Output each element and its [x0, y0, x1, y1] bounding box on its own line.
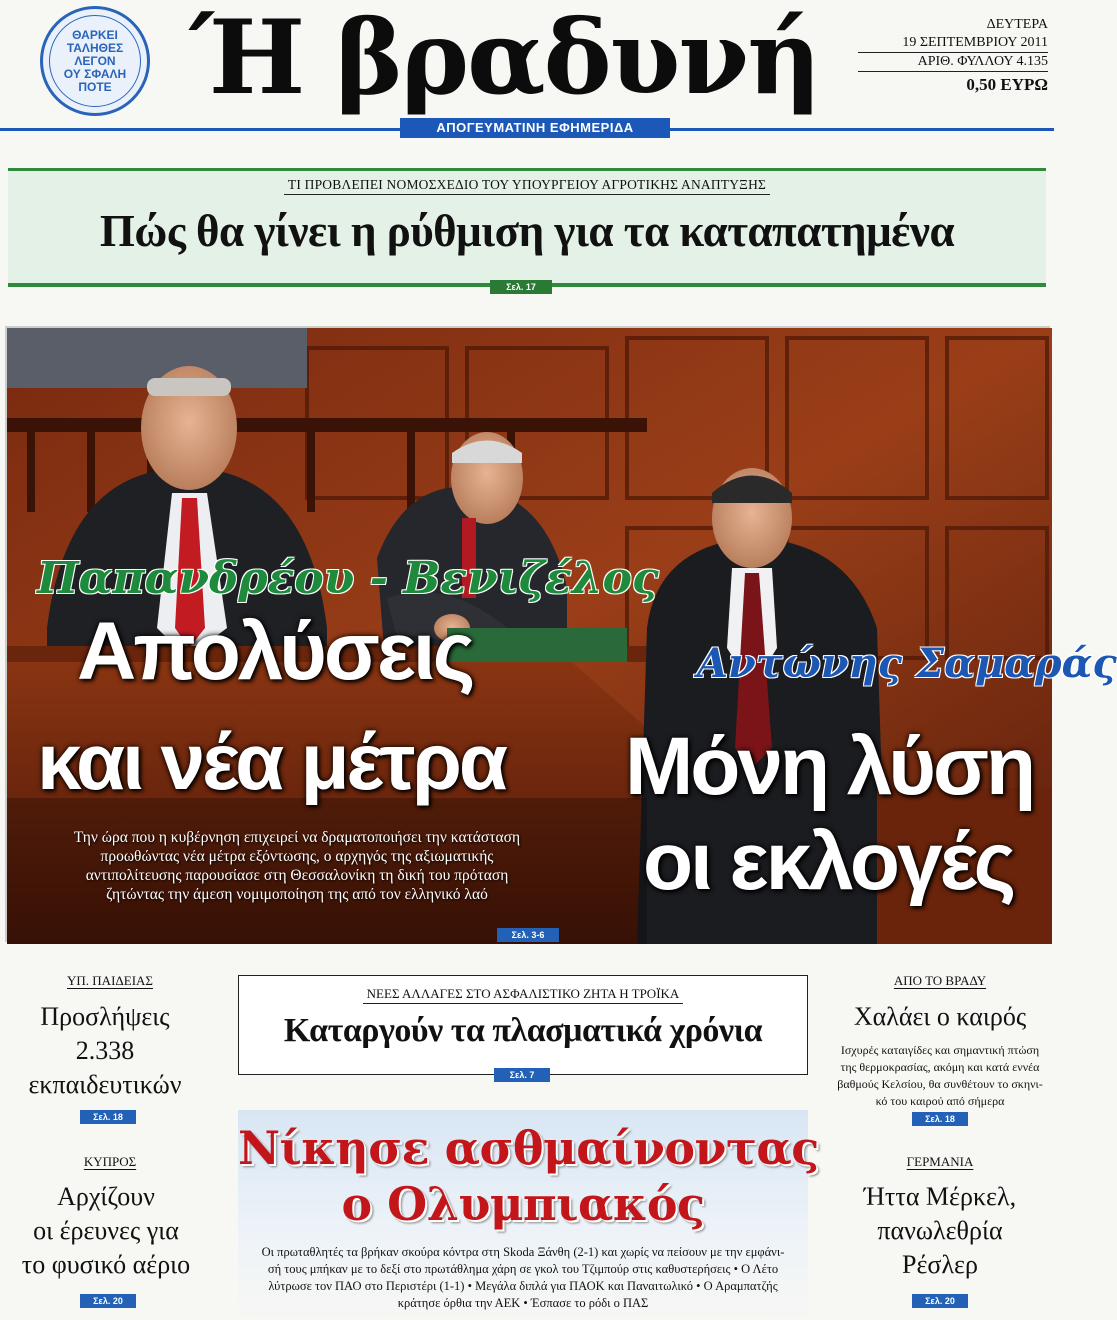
right-script-title: Αντώνης Σαμαράς [697, 640, 1117, 687]
pension-story-page-ref: Σελ. 7 [494, 1068, 550, 1082]
seal-line: ΟΥ ΣΦΑΛΗ [63, 66, 127, 81]
issue-date: 19 ΣΕΠΤΕΜΒΡΙΟΥ 2011 [858, 34, 1048, 53]
left-story2-kicker: ΚΥΠΡΟΣ [83, 1154, 137, 1169]
left-story1-page-ref: Σελ. 18 [80, 1110, 136, 1124]
issue-price: 0,50 ΕΥΡΩ [966, 75, 1048, 94]
issue-info [858, 16, 1048, 94]
main-photo [5, 326, 1117, 942]
newspaper-seal [40, 6, 150, 116]
seal-line: ΤΑΛΗΘΕΣ [66, 40, 124, 55]
main-story-page-ref: Σελ. 3-6 [497, 928, 559, 942]
left-headline-line2[interactable]: και νέα μέτρα [37, 717, 505, 806]
main-photo-caption: Την ώρα που η κυβέρνηση επιχειρεί να δραματοποιήσει την κατάσταση προωθώντας νέα μέτρα εξόντωσης, ο αρχηγός της αξιωματικής αντιπολίτευσης παρουσίασε στη Θεσσαλονίκη τη δική του πρόταση ζητώντας την άμεση νομιμοποίηση της από τον ελληνικό λαό [73, 829, 521, 903]
top-story-headline[interactable]: Πώς θα γίνει η ρύθμιση για τα καταπατημένα [99, 206, 955, 256]
right-story2-headline[interactable]: Ήττα Μέρκελ, πανωλεθρία Ρέσλερ [863, 1182, 1017, 1279]
right-story2-page-ref: Σελ. 20 [912, 1294, 968, 1308]
issue-number: ΑΡΙΘ. ΦΥΛΛΟΥ 4.135 [858, 53, 1048, 72]
seal-line: ΠΟΤΕ [78, 79, 112, 94]
left-story1-headline[interactable]: Προσλήψεις 2.338 εκπαιδευτικών [28, 1002, 182, 1099]
top-story-page-ref: Σελ. 17 [490, 280, 552, 294]
issue-day: ΔΕΥΤΕΡΑ [986, 17, 1048, 32]
seal-line: ΘΑΡΚΕΙ [72, 27, 118, 42]
left-story2-page-ref: Σελ. 20 [80, 1294, 136, 1308]
sports-headline-line1[interactable]: Νίκησε ασθμαίνοντας [238, 1121, 819, 1175]
sports-story-body: Οι πρωταθλητές τα βρήκαν σκούρα κόντρα στη Skoda Ξάνθη (2-1) και χωρίς να πείσουν με την εμφάνι- σή τους μπήκαν με το δεξί στο πρωτάθλημα χάρη σε γκολ του Τζιμπούρ στις καθυστερήσεις • Ο Λέτο λύτρωσε τον ΠΑΟ στο Περιστέρι (1-1) • Μεγάλα διπλά για ΠΑΟΚ και Παναιτωλικό • Ο Αραμπατζής κράτησε όρθια την ΑΕΚ • Έσπασε το ρόδι ο ΠΑΣ [261, 1245, 785, 1310]
right-story1-page-ref: Σελ. 18 [912, 1112, 968, 1126]
right-headline-line2[interactable]: οι εκλογές [643, 816, 1014, 907]
left-story2-headline[interactable]: Αρχίζουν οι έρευνες για το φυσικό αέριο [21, 1182, 191, 1279]
right-headline-line1[interactable]: Μόνη λύση [625, 721, 1034, 812]
seal-line: ΛΕΓΟΝ [74, 53, 116, 68]
top-story-kicker: ΤΙ ΠΡΟΒΛΕΠΕΙ ΝΟΜΟΣΧΕΔΙΟ ΤΟΥ ΥΠΟΥΡΓΕΙΟΥ ΑΓΡΟΤΙΚΗΣ ΑΝΑΠΤΥΞΗΣ [0, 177, 1054, 193]
right-story1-body: Ισχυρές καταιγίδες και σημαντική πτώση της θερμοκρασίας, ακόμη και κατά εννέα βαθμούς Κελσίου, θα συνθέτουν το σκηνι- κό του καιρού από σήμερα [837, 1043, 1043, 1108]
left-headline-line1[interactable]: Απολύσεις [77, 606, 473, 697]
pension-story-headline[interactable]: Καταργούν τα πλασματικά χρόνια [283, 1012, 763, 1049]
left-script-title: Παπανδρέου - Βενιζέλος [37, 553, 659, 604]
masthead-subtitle: ΑΠΟΓΕΥΜΑΤΙΝΗ ΕΦΗΜΕΡΙΔΑ [400, 118, 670, 138]
newspaper-logo: Ή βραδυνή [190, 0, 820, 118]
right-story1-kicker: ΑΠΟ ΤΟ ΒΡΑΔΥ [893, 973, 987, 988]
right-story2-kicker: ΓΕΡΜΑΝΙΑ [906, 1154, 974, 1169]
right-story1-headline[interactable]: Χαλάει ο καιρός [853, 1002, 1027, 1031]
sports-headline-line2[interactable]: ο Ολυμπιακός [341, 1177, 705, 1231]
left-story1-kicker: ΥΠ. ΠΑΙΔΕΙΑΣ [67, 973, 153, 988]
pension-story-kicker: ΝΕΕΣ ΑΛΛΑΓΕΣ ΣΤΟ ΑΣΦΑΛΙΣΤΙΚΟ ΖΗΤΑ Η ΤΡΟΪΚΑ [238, 986, 808, 1002]
